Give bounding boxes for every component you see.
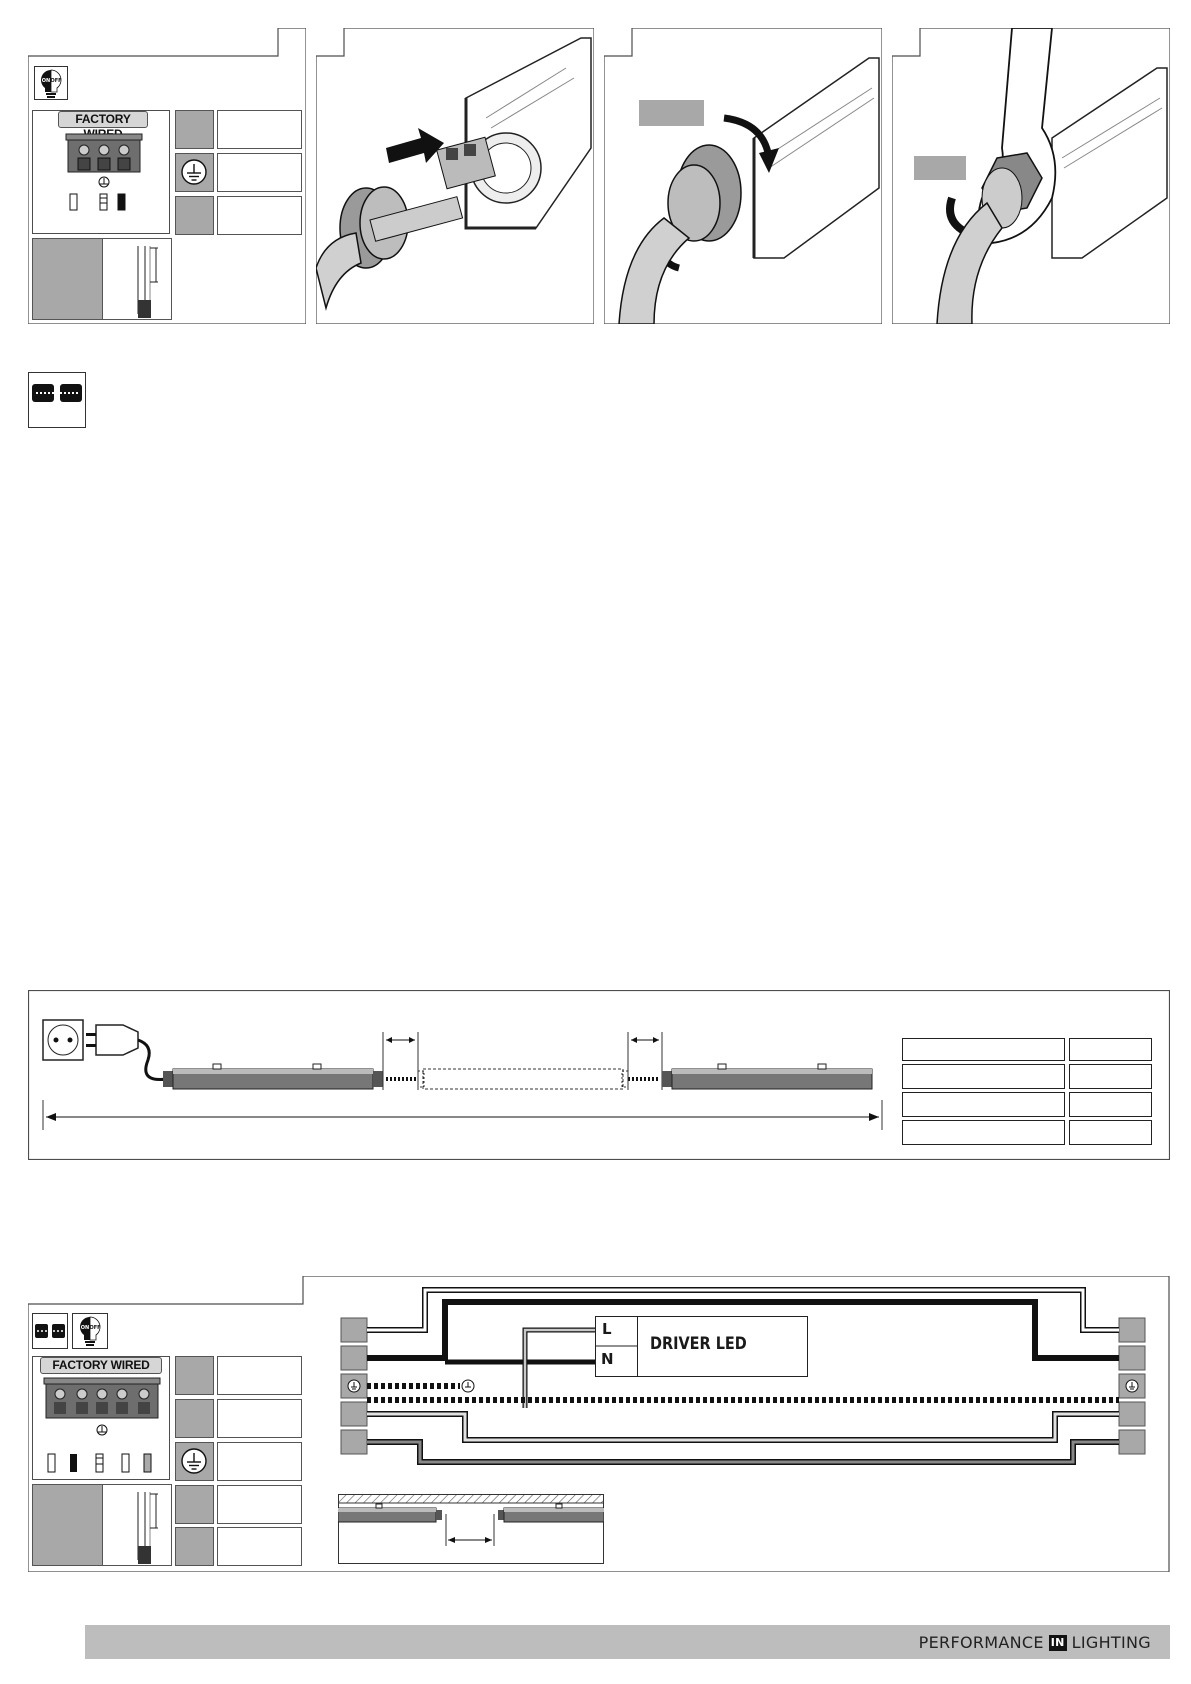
assembly-step-3 (892, 28, 1170, 324)
bulb-on-off-icon (72, 1313, 108, 1349)
off-text: OFF (89, 1325, 101, 1331)
factory-wired-label: FACTORY WIRED (40, 1357, 162, 1374)
assembly-step-1 (316, 28, 594, 324)
ceiling-link-detail (338, 1494, 604, 1564)
neutral-label: N (601, 1350, 614, 1368)
strip-length-box-bottom (32, 1484, 172, 1566)
factory-wired-label: FACTORY (58, 111, 148, 128)
assembly-step-2 (604, 28, 882, 324)
luminaire-link-icon (28, 372, 86, 428)
brand-left: PERFORMANCE (918, 1633, 1044, 1652)
max-length-diagram (28, 990, 1170, 1160)
brand-right: LIGHTING (1071, 1633, 1151, 1652)
line-label: L (602, 1320, 612, 1338)
strip-length-box-top (32, 238, 172, 320)
on-text: ON (41, 78, 51, 84)
earth-ground-icon (180, 158, 208, 186)
on-text: ON (80, 1325, 90, 1331)
driver-led-label: DRIVER LED (650, 1334, 747, 1354)
wiring-schematic (335, 1280, 1165, 1480)
wire-key-bottom (175, 1356, 303, 1566)
terminal-block-bottom (40, 1374, 164, 1478)
brand-mark: IN (1050, 1635, 1065, 1649)
off-text: OFF (50, 78, 62, 84)
brand-logo (919, 1633, 1151, 1652)
terminal-block-top (64, 128, 144, 212)
luminaire-link-icon (32, 1313, 68, 1349)
wall-socket-icon (43, 1020, 83, 1060)
bulb-on-off-icon (34, 66, 68, 100)
